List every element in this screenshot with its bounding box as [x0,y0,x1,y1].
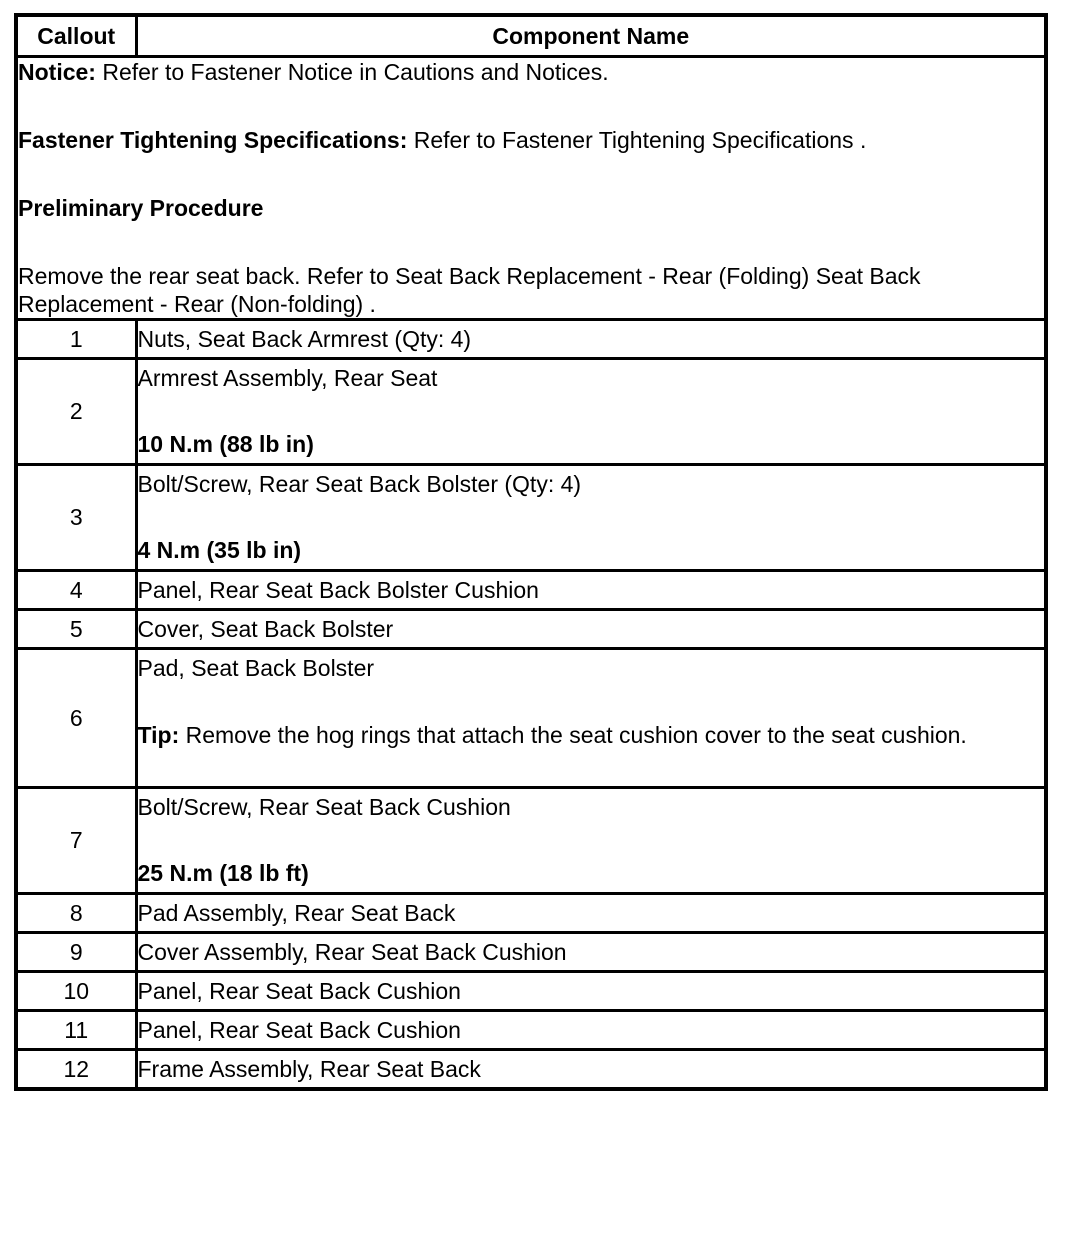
component-name: Cover, Seat Back Bolster [136,610,1046,649]
table-row [16,933,1046,972]
preliminary-heading: Preliminary Procedure [18,195,264,221]
table-row [16,465,1046,571]
table-row [16,1050,1046,1090]
notice-label: Notice: [18,59,96,85]
component-name-column-header: Component Name [136,15,1046,57]
intro-row [16,57,1046,320]
callout-number: 10 [16,972,136,1011]
callout-number: 7 [16,788,136,894]
tip-note [138,721,1045,786]
component-cell [136,788,1046,894]
tip-text: Remove the hog rings that attach the seat cushion cover to the seat cushion. [179,722,967,748]
table-row [16,1011,1046,1050]
callout-number: 5 [16,610,136,649]
torque-spec: 4 N.m (35 lb in) [137,537,302,563]
component-name: Frame Assembly, Rear Seat Back [136,1050,1046,1090]
component-name: Panel, Rear Seat Back Cushion [136,1011,1046,1050]
table-row [16,649,1046,788]
table-row [16,320,1046,359]
callout-number: 6 [16,649,136,788]
callout-number: 3 [16,465,136,571]
callout-number: 9 [16,933,136,972]
torque-spec: 25 N.m (18 lb ft) [137,860,309,886]
callout-number: 11 [16,1011,136,1050]
component-name: Cover Assembly, Rear Seat Back Cushion [136,933,1046,972]
table-row [16,894,1046,933]
component-cell [136,465,1046,571]
component-cell [136,649,1046,788]
component-name: Panel, Rear Seat Back Bolster Cushion [136,571,1046,610]
table-row [16,788,1046,894]
fastener-spec-text: Refer to Fastener Tightening Specifications . [407,127,867,153]
fastener-spec-label: Fastener Tightening Specifications: [18,127,408,153]
table-row [16,610,1046,649]
callout-number: 8 [16,894,136,933]
intro-cell [16,57,1046,320]
component-name: Nuts, Seat Back Armrest (Qty: 4) [136,320,1046,359]
notice-paragraph [18,58,1044,86]
component-name: Bolt/Screw, Rear Seat Back Bolster (Qty: 4) [137,471,582,497]
callout-number: 4 [16,571,136,610]
callout-column-header: Callout [16,15,136,57]
component-table [14,13,1048,1091]
component-name: Panel, Rear Seat Back Cushion [136,972,1046,1011]
table-header-row [16,15,1046,57]
torque-spec: 10 N.m (88 lb in) [137,431,314,457]
preliminary-text: Remove the rear seat back. Refer to Seat Back Replacement - Rear (Folding) Seat Back Replacement - Rear (Non-folding) . [18,263,921,317]
component-name: Bolt/Screw, Rear Seat Back Cushion [137,794,511,820]
notice-text: Refer to Fastener Notice in Cautions and Notices. [95,59,609,85]
callout-number: 12 [16,1050,136,1090]
table-row [16,571,1046,610]
fastener-spec-paragraph [18,126,1044,154]
callout-number: 2 [16,359,136,465]
component-name: Pad Assembly, Rear Seat Back [136,894,1046,933]
component-cell [136,359,1046,465]
callout-number: 1 [16,320,136,359]
component-name: Pad, Seat Back Bolster [137,655,375,681]
table-row [16,972,1046,1011]
tip-label: Tip: [137,722,180,748]
component-name: Armrest Assembly, Rear Seat [137,365,438,391]
table-row [16,359,1046,465]
